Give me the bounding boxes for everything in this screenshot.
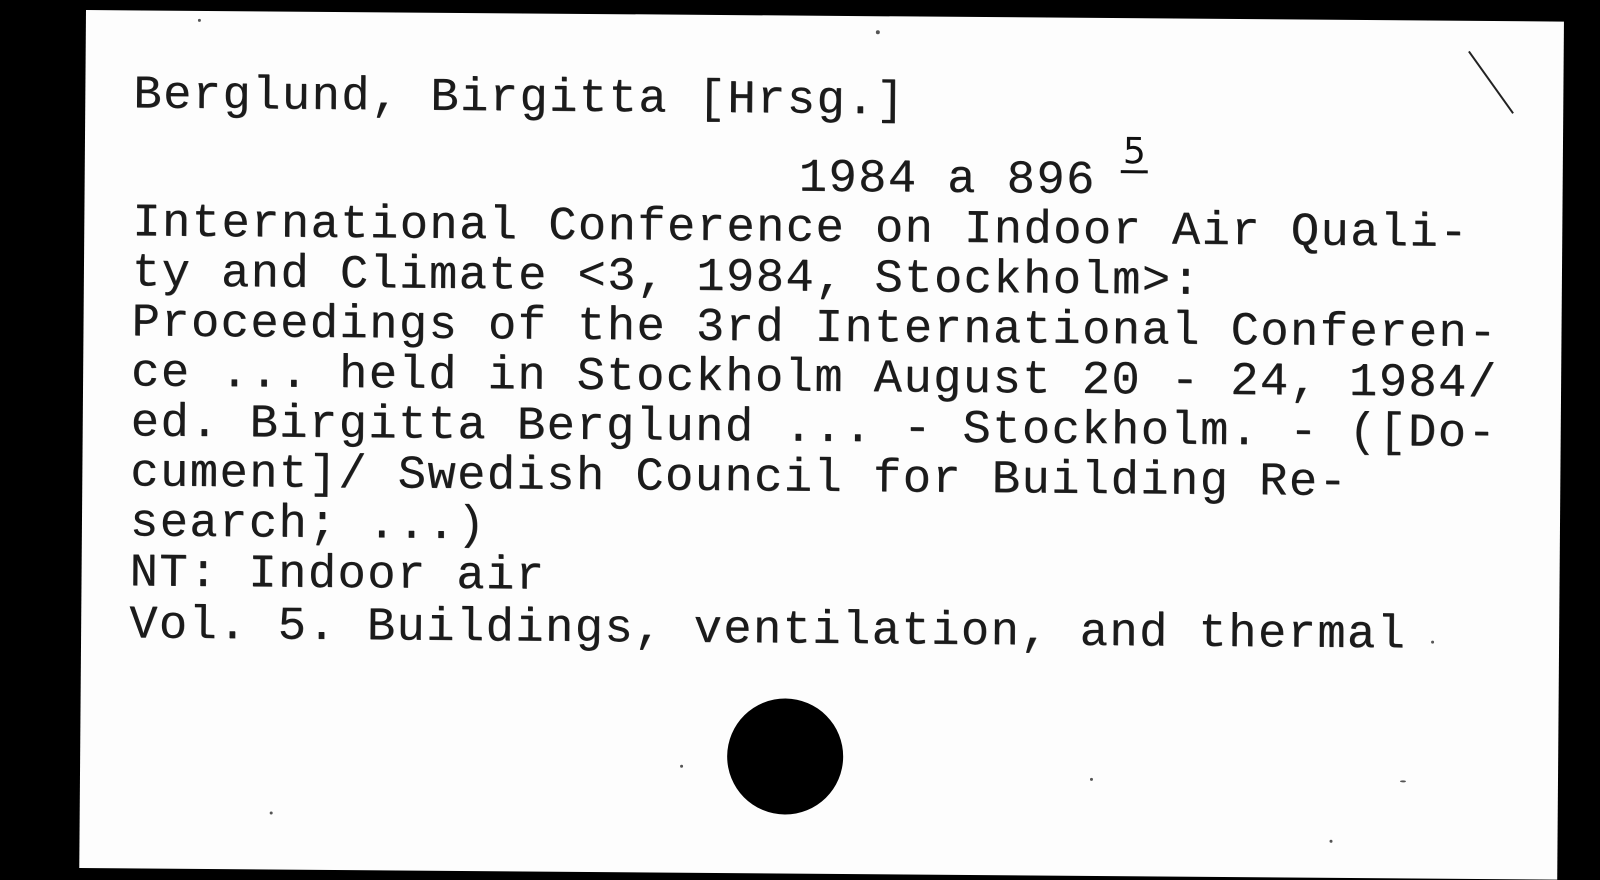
title-line-1: International Conference on Indoor Air Quali- <box>132 197 1470 261</box>
title-line-6: cument]/ Swedish Council for Building Re- <box>130 447 1349 510</box>
author-heading: Berglund, Birgitta [Hrsg.] <box>133 69 906 129</box>
dust-speck <box>1431 641 1434 644</box>
volume-line: Vol. 5. Buildings, ventilation, and thermal <box>128 599 1407 663</box>
title-line-7: search; ...) <box>129 497 487 554</box>
title-line-5: ed. Birgitta Berglund ... - Stockholm. - ([Do- <box>130 397 1498 462</box>
dust-speck <box>1329 840 1332 843</box>
dust-speck <box>270 811 273 814</box>
title-line-4: ce ... held in Stockholm August 20 - 24, 1984/ <box>130 347 1498 412</box>
title-line-2: ty and Climate <3, 1984, Stockholm>: <box>131 247 1202 309</box>
dust-speck <box>1400 780 1406 782</box>
card-punch-hole <box>727 698 844 815</box>
call-number: 1984 a 896 <box>798 152 1096 208</box>
catalog-card <box>79 10 1564 880</box>
call-number-handwritten-suffix: 5 <box>1121 134 1148 173</box>
note-line: NT: Indoor air <box>129 547 546 604</box>
dust-speck <box>876 30 880 34</box>
dust-speck <box>198 19 201 22</box>
title-line-3: Proceedings of the 3rd International Conferen- <box>131 297 1499 362</box>
pencil-stroke-mark <box>1468 51 1514 114</box>
dust-speck <box>680 765 683 768</box>
dust-speck <box>1090 778 1093 781</box>
